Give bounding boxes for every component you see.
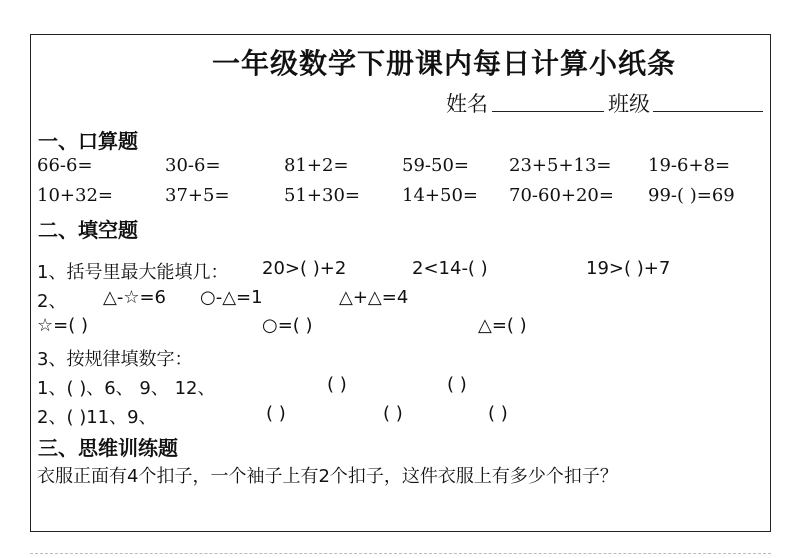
oral-item: 66-6= xyxy=(37,155,93,176)
answer-blank[interactable]: ( ) xyxy=(488,403,508,424)
bottom-divider xyxy=(30,553,771,554)
answer-blank[interactable]: ( ) xyxy=(447,374,467,395)
sequence-item: 1、( )、6、 9、 12、 xyxy=(37,378,216,399)
fill-item: 20>( )+2 xyxy=(262,258,347,279)
oral-item: 99-( )=69 xyxy=(648,185,735,206)
oral-item: 10+32= xyxy=(37,185,113,206)
oral-item: 14+50= xyxy=(402,185,478,206)
oral-item: 30-6= xyxy=(165,155,221,176)
question-3-heading: 3、按规律填数字： xyxy=(37,349,193,370)
answer-blank[interactable]: ( ) xyxy=(383,403,403,424)
sequence-item: 2、( )11、9、 xyxy=(37,407,157,428)
fill-item: 19>( )+7 xyxy=(586,258,671,279)
oral-item: 59-50= xyxy=(402,155,469,176)
answer-blank[interactable]: ( ) xyxy=(327,374,347,395)
name-label: 姓名 xyxy=(446,92,488,116)
equation-item: △+△=4 xyxy=(339,287,409,308)
answer-blank[interactable]: ( ) xyxy=(266,403,286,424)
question-prefix: 2、 xyxy=(37,291,67,312)
fill-item: 2<14-( ) xyxy=(412,258,488,279)
page-title: 一年级数学下册课内每日计算小纸条 xyxy=(212,47,677,80)
oral-item: 19-6+8= xyxy=(648,155,731,176)
oral-item: 51+30= xyxy=(284,185,360,206)
answer-blank[interactable]: ☆=( ) xyxy=(37,315,88,336)
oral-item: 70-60+20= xyxy=(509,185,614,206)
class-field[interactable] xyxy=(653,111,763,112)
oral-item: 81+2= xyxy=(284,155,349,176)
class-label: 班级 xyxy=(608,92,650,116)
equation-item: △-☆=6 xyxy=(103,287,167,308)
equation-item: ○-△=1 xyxy=(200,287,263,308)
thinking-question: 衣服正面有4个扣子，一个袖子上有2个扣子，这件衣服上有多少个扣子？ xyxy=(37,466,618,487)
oral-item: 23+5+13= xyxy=(509,155,612,176)
section-heading-thinking: 三、思维训练题 xyxy=(38,436,178,460)
section-heading-fill: 二、填空题 xyxy=(38,218,138,242)
name-field[interactable] xyxy=(492,111,604,112)
section-heading-oral: 一、口算题 xyxy=(38,129,138,153)
answer-blank[interactable]: ○=( ) xyxy=(262,315,313,336)
question-prefix: 1、括号里最大能填几： xyxy=(37,262,229,283)
answer-blank[interactable]: △=( ) xyxy=(478,315,527,336)
oral-item: 37+5= xyxy=(165,185,230,206)
